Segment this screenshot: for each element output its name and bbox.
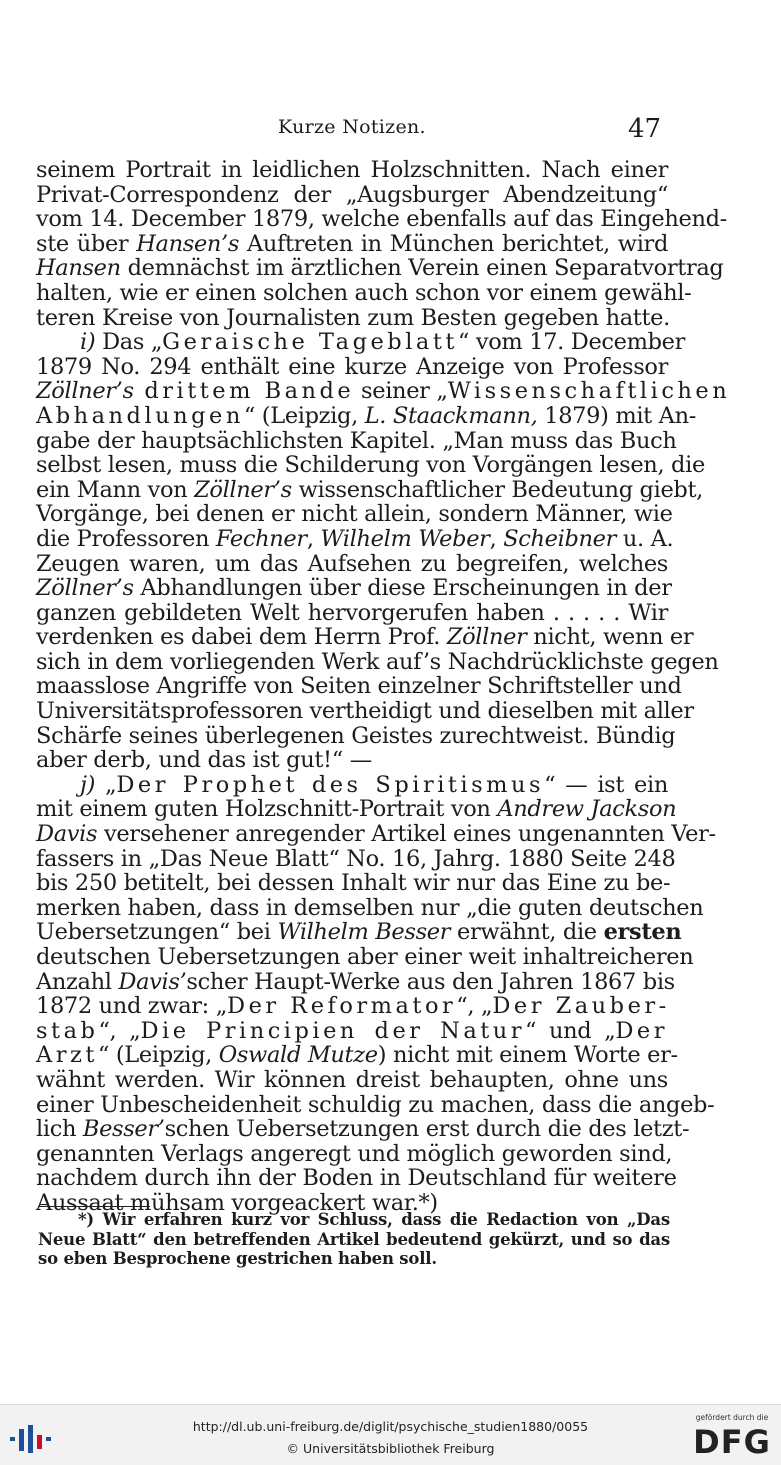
page-number: 47 — [628, 114, 662, 144]
text-line: Schärfe seines überlegenen Geistes zurechtweist. Bündig — [36, 722, 676, 749]
text-line: Abhandlungen“ (Leipzig, L. Staackmann, 1879) mit An- — [36, 402, 696, 429]
text-line: ste über Hansen’s Auftreten in München berichtet, wird — [36, 230, 668, 257]
page-header — [0, 114, 781, 144]
text-line: j) „Der Prophet des Spiritismus“ — ist ein — [80, 771, 669, 798]
text-line: sich in dem vorliegenden Werk auf’s Nachdrücklichste gegen — [36, 648, 719, 675]
text-line: gabe der hauptsächlichsten Kapitel. „Man muss das Buch — [36, 427, 677, 454]
text-line: teren Kreise von Journalisten zum Besten gegeben hatte. — [36, 304, 670, 331]
text-line: Zeugen waren, um das Aufsehen zu begreifen, welches — [36, 550, 668, 577]
text-line: seinem Portrait in leidlichen Holzschnitten. Nach einer — [36, 157, 668, 183]
body-text — [36, 157, 731, 1216]
text-line: Vorgänge, bei denen er nicht allein, sondern Männer, wie — [36, 501, 673, 528]
text-line: Aussaat mühsam vorgeackert war.*) — [36, 1189, 438, 1216]
footnote-divider — [38, 1206, 150, 1207]
text-line: selbst lesen, muss die Schilderung von Vorgängen lesen, die — [36, 452, 705, 479]
text-line: wähnt werden. Wir können dreist behaupten, ohne uns — [36, 1066, 668, 1093]
text-line: Privat-Correspondenz der „Augsburger Abendzeitung“ — [36, 181, 668, 208]
text-line: lich Besser’schen Uebersetzungen erst durch die des letzt- — [36, 1116, 690, 1143]
dfg-caption: gefördert durch die — [695, 1413, 769, 1422]
text-line: Anzahl Davis’scher Haupt-Werke aus den Jahren 1867 bis — [36, 968, 675, 995]
text-line: Universitätsprofessoren vertheidigt und dieselben mit aller — [36, 698, 694, 725]
dfg-logo-text: DFG — [693, 1423, 771, 1461]
text-line: vom 14. December 1879, welche ebenfalls auf das Eingehend- — [36, 206, 727, 233]
text-line: bis 250 betitelt, bei dessen Inhalt wir nur das Eine zu be- — [36, 870, 671, 897]
text-line: ganzen gebildeten Welt hervorgerufen haben . . . . . Wir — [36, 599, 668, 626]
source-url-link[interactable]: http://dl.ub.uni-freiburg.de/diglit/psychische_studien1880/0055 — [192, 1419, 589, 1434]
text-line: die Professoren Fechner, Wilhelm Weber, Scheibner u. A. — [36, 525, 674, 552]
footnote-line: so eben Besprochene gestrichen haben soll. — [38, 1249, 437, 1268]
text-line: 1872 und zwar: „Der Reformator“, „Der Zauber- — [36, 993, 670, 1020]
running-title: Kurze Notizen. — [278, 116, 426, 138]
text-line: halten, wie er einen solchen auch schon vor einem gewähl- — [36, 279, 692, 306]
text-line: nachdem durch ihn der Boden in Deutschland für weitere — [36, 1165, 677, 1192]
text-line: deutschen Uebersetzungen aber einer weit inhaltreicheren — [36, 944, 694, 970]
dfg-logo — [688, 1413, 776, 1463]
text-line: stab“, „Die Principien der Natur“ und „Der — [36, 1017, 668, 1044]
footnote-line: *) Wir erfahren kurz vor Schluss, dass die Redaction von „Das — [78, 1210, 670, 1229]
footer-bar — [0, 1404, 781, 1465]
text-line: i) Das „Geraische Tageblatt“ vom 17. December — [80, 329, 686, 356]
footnote-line: Neue Blatt“ den betreffenden Artikel bedeutend gekürzt, und so das — [38, 1229, 670, 1249]
text-line: mit einem guten Holzschnitt-Portrait von Andrew Jackson — [36, 796, 677, 823]
copyright-notice: © Universitätsbibliothek Freiburg — [286, 1441, 495, 1456]
text-line: merken haben, dass in demselben nur „die guten deutschen — [36, 894, 704, 921]
text-line: maasslose Angriffe von Seiten einzelner Schriftsteller und — [36, 673, 682, 700]
text-line: ein Mann von Zöllner’s wissenschaftlicher Bedeutung giebt, — [36, 476, 703, 503]
footnote — [38, 1210, 670, 1269]
text-line: 1879 No. 294 enthält eine kurze Anzeige von Professor — [36, 353, 668, 380]
text-line: Davis versehener anregender Artikel eines ungenannten Ver- — [36, 821, 716, 848]
text-line: Zöllner’s drittem Bande seiner „Wissenschaftlichen — [36, 378, 731, 405]
text-line: Arzt“ (Leipzig, Oswald Mutze) nicht mit einem Worte er- — [36, 1042, 678, 1069]
text-line: aber derb, und das ist gut!“ — — [36, 747, 372, 774]
text-line: Uebersetzungen“ bei Wilhelm Besser erwähnt, die ersten — [36, 919, 682, 946]
text-line: Zöllner’s Abhandlungen über diese Erscheinungen in der — [36, 575, 672, 602]
text-line: verdenken es dabei dem Herrn Prof. Zöllner nicht, wenn er — [36, 624, 694, 651]
text-line: fassers in „Das Neue Blatt“ No. 16, Jahrg. 1880 Seite 248 — [36, 845, 676, 872]
text-line: einer Unbescheidenheit schuldig zu machen, dass die angeb- — [36, 1091, 715, 1118]
text-line: Hansen demnächst im ärztlichen Verein einen Separatvortrag — [36, 255, 724, 282]
text-line: genannten Verlags angeregt und möglich geworden sind, — [36, 1140, 673, 1167]
